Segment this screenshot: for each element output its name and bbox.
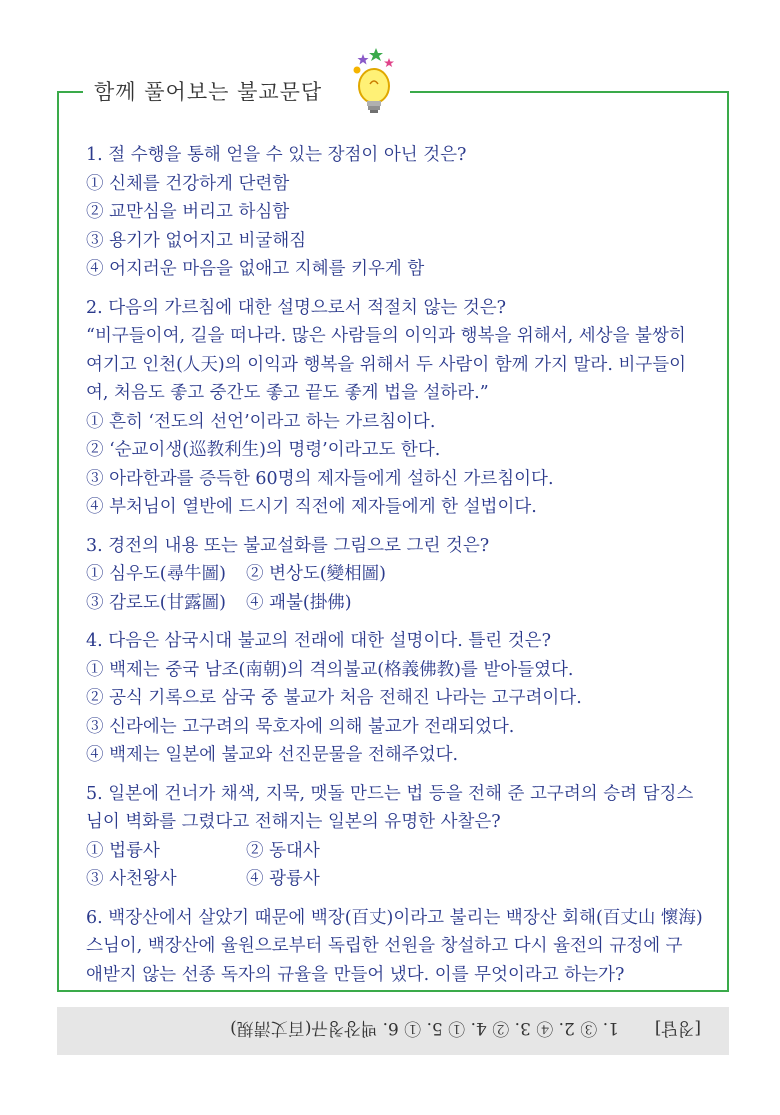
- answer-option: ③ 신라에는 고구려의 묵호자에 의해 불교가 전래되었다.: [86, 716, 515, 737]
- answer-option: ③ 아라한과를 증득한 60명의 제자들에게 설하신 가르침이다.: [86, 468, 554, 489]
- answer-option: ② 공식 기록으로 삼국 중 불교가 처음 전해진 나라는 고구려이다.: [86, 688, 582, 708]
- question-text: 1. 절 수행을 통해 얻을 수 있는 장점이 아닌 것은?: [86, 145, 467, 165]
- lightbulb-icon: [332, 40, 412, 120]
- answer-option: ① 흔히 ‘전도의 선언’이라고 하는 가르침이다.: [86, 411, 436, 432]
- answer-option: ④ 괘불(掛佛): [246, 592, 352, 613]
- section-heading: 함께 풀어보는 불교문답: [94, 80, 323, 104]
- answer-option: ④ 백제는 일본에 불교와 선진문물을 전해주었다.: [86, 745, 459, 765]
- answer-option: ③ 사천왕사: [86, 869, 177, 889]
- answer-option: ④ 부처님이 열반에 드시기 직전에 제자들에게 한 설법이다.: [86, 497, 537, 517]
- question-3: [86, 532, 716, 618]
- question-text: 2. 다음의 가르침에 대한 설명으로서 적절치 않는 것은?: [86, 297, 507, 318]
- answer-key-upside-down: [57, 1007, 729, 1055]
- answer-option: ① 백제는 중국 남조(南朝)의 격의불교(格義佛教)를 받아들였다.: [86, 659, 574, 680]
- star-icon: [369, 48, 383, 61]
- answer-option: ② 동대사: [246, 840, 320, 861]
- quote-line: 여, 처음도 좋고 중간도 좋고 끝도 좋게 법을 설하라.”: [86, 383, 489, 403]
- option-row: [86, 589, 716, 618]
- answer-option: ① 법륭사: [86, 840, 160, 861]
- quiz-content: [86, 141, 716, 999]
- star-icon: [384, 58, 394, 67]
- answer-key-bar: [57, 1007, 729, 1055]
- quote-line: 여기고 인천(人天)의 이익과 행복을 위해서 두 사람이 함께 가지 말라. 비구들이: [86, 354, 687, 375]
- answer-option: ② ‘순교이생(巡教利生)의 명령’이라고도 한다.: [86, 440, 441, 460]
- answer-option: ② 변상도(變相圖): [246, 564, 386, 584]
- option-row: [86, 865, 716, 894]
- question-text: 5. 일본에 건너가 채색, 지묵, 맷돌 만드는 법 등을 전해 준 고구려의 승려 담징스: [86, 783, 694, 804]
- answer-option: ③ 용기가 없어지고 비굴해짐: [86, 230, 307, 251]
- answer-option: ② 교만심을 버리고 하심함: [86, 202, 290, 222]
- question-1: [86, 141, 716, 284]
- question-text: 6. 백장산에서 살았기 때문에 백장(百丈)이라고 불리는 백장산 회해(百丈山 懷海): [86, 907, 703, 928]
- question-4: [86, 627, 716, 770]
- quote-line: “비구들이여, 길을 떠나라. 많은 사람들의 이익과 행복을 위해서, 세상을 불쌍히: [86, 326, 686, 346]
- answer-key-label: [정답]: [654, 1018, 701, 1039]
- question-text: 스님이, 백장산에 율원으로부터 독립한 선원을 창설하고 다시 율전의 규정에 구: [86, 936, 683, 956]
- answer-option: ① 심우도(尋牛圖): [86, 564, 226, 584]
- star-icon: [358, 54, 369, 65]
- answer-option: ④ 광륭사: [246, 869, 320, 889]
- question-text: 3. 경전의 내용 또는 불교설화를 그림으로 그린 것은?: [86, 535, 490, 556]
- answer-option: ④ 어지러운 마음을 없애고 지혜를 키우게 함: [86, 259, 425, 279]
- option-row: [86, 837, 716, 866]
- question-5: [86, 780, 716, 894]
- question-2: [86, 294, 716, 522]
- option-row: [86, 560, 716, 589]
- answer-option: ① 신체를 건강하게 단련함: [86, 173, 290, 194]
- answer-option: ③ 감로도(甘露圖): [86, 592, 226, 613]
- question-text: 애받지 않는 선종 독자의 규율을 만들어 냈다. 이를 무엇이라고 하는가?: [86, 964, 625, 985]
- question-text: 님이 벽화를 그렸다고 전해지는 일본의 유명한 사찰은?: [86, 812, 501, 832]
- question-6: [86, 904, 716, 990]
- question-text: 4. 다음은 삼국시대 불교의 전래에 대한 설명이다. 틀린 것은?: [86, 631, 551, 651]
- answer-key-text: 1. ③ 2. ④ 3. ② 4. ① 5. ① 6. 백장청규(百丈淸規): [230, 1018, 619, 1039]
